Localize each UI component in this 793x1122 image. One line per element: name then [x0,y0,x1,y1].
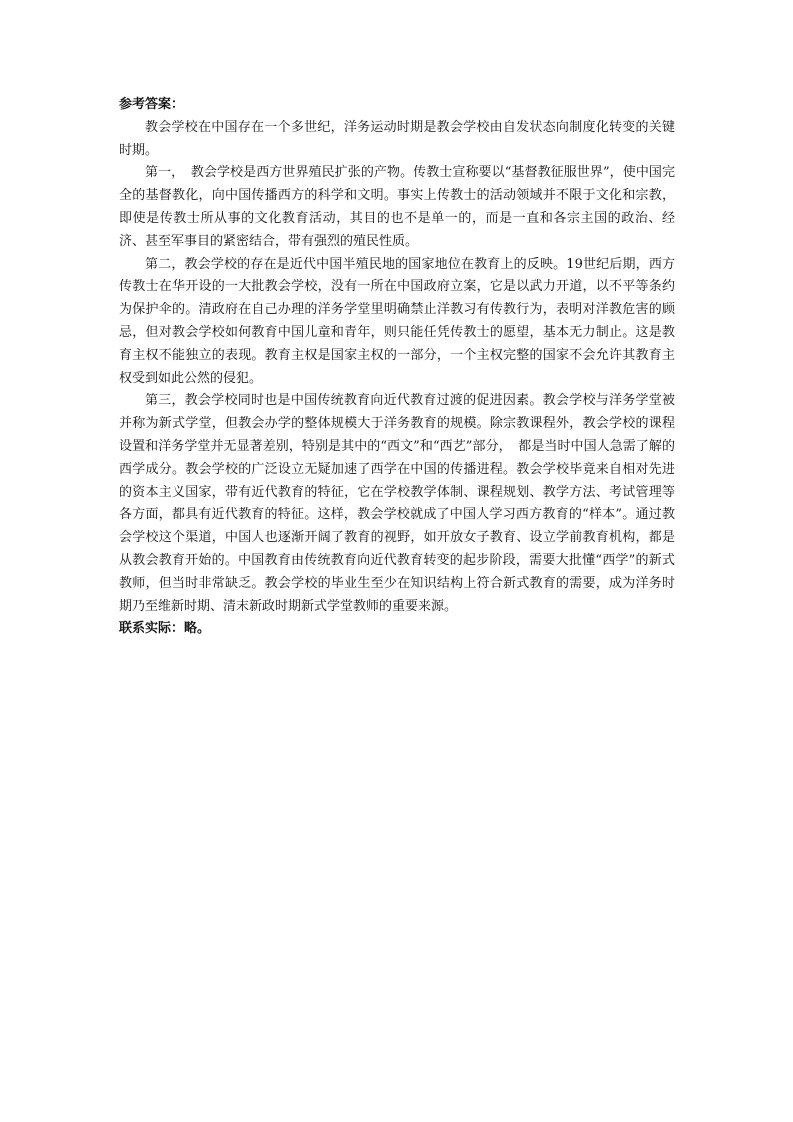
document-body [119,94,675,641]
point-two-paragraph: 第二，教会学校的存在是近代中国半殖民地的国家地位在教育上的反映。19世纪后期，西方传教士在华开设的一大批教会学校，没有一所在中国政府立案，它是以武力开道，以不平等条约为保护伞的。清政府在自己办理的洋务学堂里明确禁止洋教习有传教行为，表明对洋教危害的顾忌，但对教会学校如何教育中国儿童和青年，则只能任凭传教士的愿望，基本无力制止。这是教育主权不能独立的表现。教育主权是国家主权的一部分，一个主权完整的国家不会允许其教育主权受到如此公然的侵犯。 [119,256,675,386]
intro-paragraph: 教会学校在中国存在一个多世纪，洋务运动时期是教会学校由自发状态向制度化转变的关键时期。 [119,119,675,158]
answer-heading: 参考答案： [119,97,185,112]
point-one-paragraph: 第一， 教会学校是西方世界殖民扩张的产物。传教士宣称要以“基督教征服世界”，使中国完全的基督教化，向中国传播西方的科学和文明。事实上传教士的活动领域并不限于文化和宗教，即使是传教士所从事的文化教育活动，其目的也不是单一的，而是一直和各宗主国的政治、经济、甚至军事目的紧密结合，带有强烈的殖民性质。 [119,165,675,249]
practice-heading: 联系实际：略。 [119,621,211,637]
point-three-paragraph: 第三，教会学校同时也是中国传统教育向近代教育过渡的促进因素。教会学校与洋务学堂被并称为新式学堂，但教会办学的整体规模大于洋务教育的规模。除宗教课程外，教会学校的课程设置和洋务学堂并无显著差别，特别是其中的“西文”和“西艺”部分， 都是当时中国人急需了解的西学成分。教会学校的广泛设立无疑加速了西学在中国的传播进程。教会学校毕竟来自相对先进的资本主义国家，带有近代教育的特征，它在学校教学体制、课程规划、教学方法、考试管理等各方面，都具有近代教育的特征。这样，教会学校就成了中国人学习西方教育的“样本”。通过教会学校这个渠道，中国人也逐渐开阔了教育的视野，如开放女子教育、设立学前教育机构，都是从教会教育开始的。中国教育由传统教育向近代教育转变的起步阶段，需要大批懂“西学”的新式教师，但当时非常缺乏。教会学校的毕业生至少在知识结构上符合新式教育的需要，成为洋务时期乃至维新时期、清末新政时期新式学堂教师的重要来源。 [119,393,675,614]
